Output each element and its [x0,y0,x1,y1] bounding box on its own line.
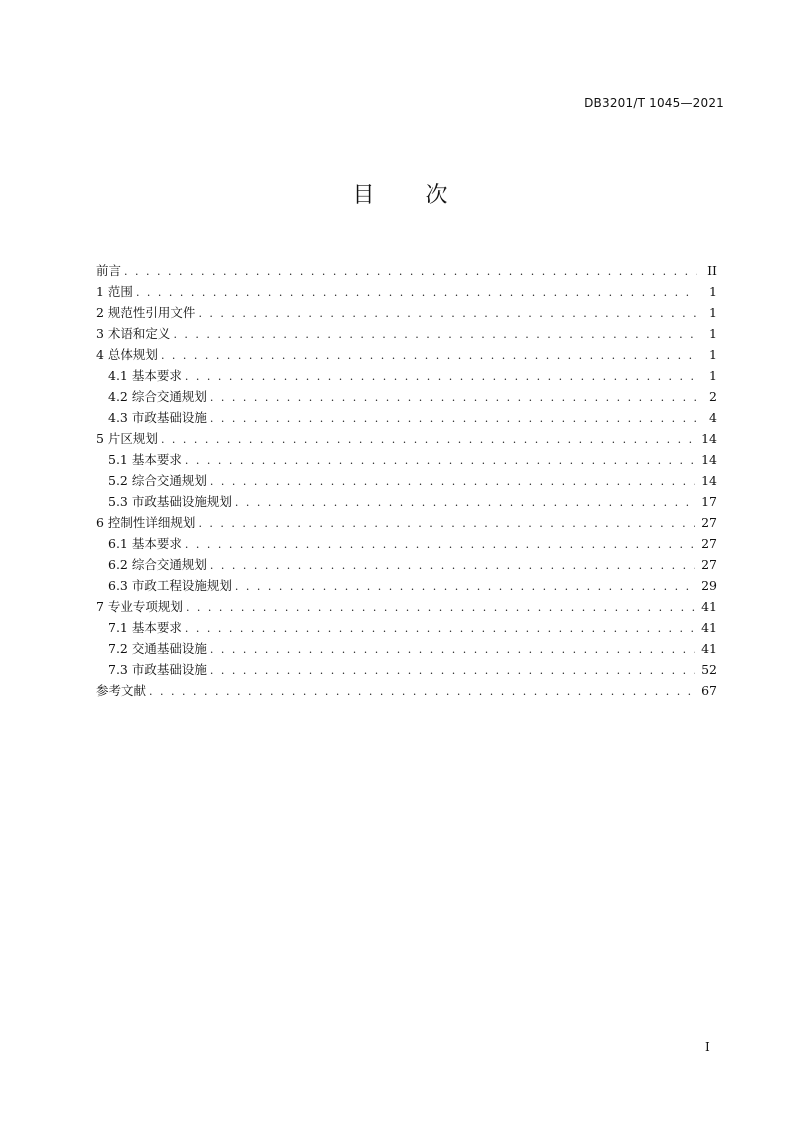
toc-entry-label: 7.2 交通基础设施 [108,641,207,656]
toc-entry-label: 1 范围 [96,284,133,299]
toc-entry[interactable] [96,596,717,617]
toc-entry-label: 3 术语和定义 [96,326,171,341]
toc-leader-dots [185,618,695,639]
toc-entry-page: 52 [701,662,717,677]
toc-entry[interactable] [96,323,717,344]
toc-leader-dots [210,660,695,681]
toc-subentry[interactable] [96,386,717,407]
toc-leader-dots [210,639,695,660]
toc-leader-dots [186,597,695,618]
toc-entry-page: 14 [701,452,717,467]
toc-entry-page: 27 [701,536,717,551]
table-of-contents [96,260,717,701]
toc-entry-page: 29 [701,578,717,593]
toc-entry[interactable] [96,344,717,365]
toc-subentry[interactable] [96,533,717,554]
toc-entry-label: 5.1 基本要求 [108,452,182,467]
toc-entry-label: 4.3 市政基础设施 [108,410,207,425]
toc-entry-label: 7 专业专项规划 [96,599,183,614]
toc-leader-dots [210,471,695,492]
toc-leader-dots [198,513,695,534]
toc-entry-page: 41 [701,641,717,656]
toc-entry-page: II [707,263,717,278]
toc-entry-page: 27 [701,515,717,530]
toc-subentry[interactable] [96,449,717,470]
toc-leader-dots [185,366,697,387]
toc-subentry[interactable] [96,617,717,638]
toc-leader-dots [198,303,697,324]
toc-leader-dots [185,450,695,471]
toc-entry-label: 7.3 市政基础设施 [108,662,207,677]
toc-leader-dots [210,408,697,429]
toc-entry-page: 14 [701,431,717,446]
document-code: DB3201/T 1045—2021 [584,96,724,110]
toc-entry[interactable] [96,281,717,302]
toc-leader-dots [124,261,697,282]
toc-leader-dots [235,492,695,513]
toc-entry-page: 1 [709,284,717,299]
toc-entry-label: 4.1 基本要求 [108,368,182,383]
toc-leader-dots [210,555,695,576]
toc-entry[interactable] [96,302,717,323]
toc-entry-page: 2 [709,389,717,404]
toc-entry-label: 前言 [96,263,122,278]
toc-entry[interactable] [96,680,717,701]
toc-entry-label: 5.2 综合交通规划 [108,473,207,488]
toc-entry-label: 6.1 基本要求 [108,536,182,551]
toc-entry-label: 参考文献 [96,683,147,698]
toc-entry-page: 67 [701,683,717,698]
toc-leader-dots [161,429,695,450]
toc-entry-label: 6 控制性详细规划 [96,515,196,530]
toc-subentry[interactable] [96,554,717,575]
toc-entry[interactable] [96,260,717,281]
toc-entry[interactable] [96,512,717,533]
toc-entry-label: 4.2 综合交通规划 [108,389,207,404]
toc-entry-label: 5.3 市政基础设施规划 [108,494,232,509]
toc-leader-dots [210,387,697,408]
toc-entry-page: 1 [709,347,717,362]
toc-leader-dots [185,534,695,555]
toc-subentry[interactable] [96,575,717,596]
toc-entry-label: 2 规范性引用文件 [96,305,196,320]
toc-entry-label: 6.3 市政工程设施规划 [108,578,232,593]
toc-entry-page: 1 [709,326,717,341]
toc-entry-page: 27 [701,557,717,572]
toc-entry-label: 7.1 基本要求 [108,620,182,635]
toc-leader-dots [161,345,697,366]
toc-entry-page: 4 [709,410,717,425]
toc-leader-dots [149,681,695,702]
toc-entry-label: 4 总体规划 [96,347,158,362]
toc-subentry[interactable] [96,407,717,428]
toc-subentry[interactable] [96,365,717,386]
toc-entry[interactable] [96,428,717,449]
page-number: I [705,1040,710,1054]
toc-subentry[interactable] [96,659,717,680]
toc-entry-page: 41 [701,620,717,635]
toc-entry-page: 41 [701,599,717,614]
toc-leader-dots [136,282,697,303]
toc-subentry[interactable] [96,470,717,491]
toc-entry-page: 14 [701,473,717,488]
toc-entry-page: 1 [709,305,717,320]
toc-entry-label: 5 片区规划 [96,431,158,446]
toc-subentry[interactable] [96,491,717,512]
toc-leader-dots [235,576,695,597]
toc-leader-dots [173,324,697,345]
page-title: 目 次 [352,183,470,208]
toc-entry-page: 1 [709,368,717,383]
toc-subentry[interactable] [96,638,717,659]
toc-entry-page: 17 [701,494,717,509]
toc-entry-label: 6.2 综合交通规划 [108,557,207,572]
